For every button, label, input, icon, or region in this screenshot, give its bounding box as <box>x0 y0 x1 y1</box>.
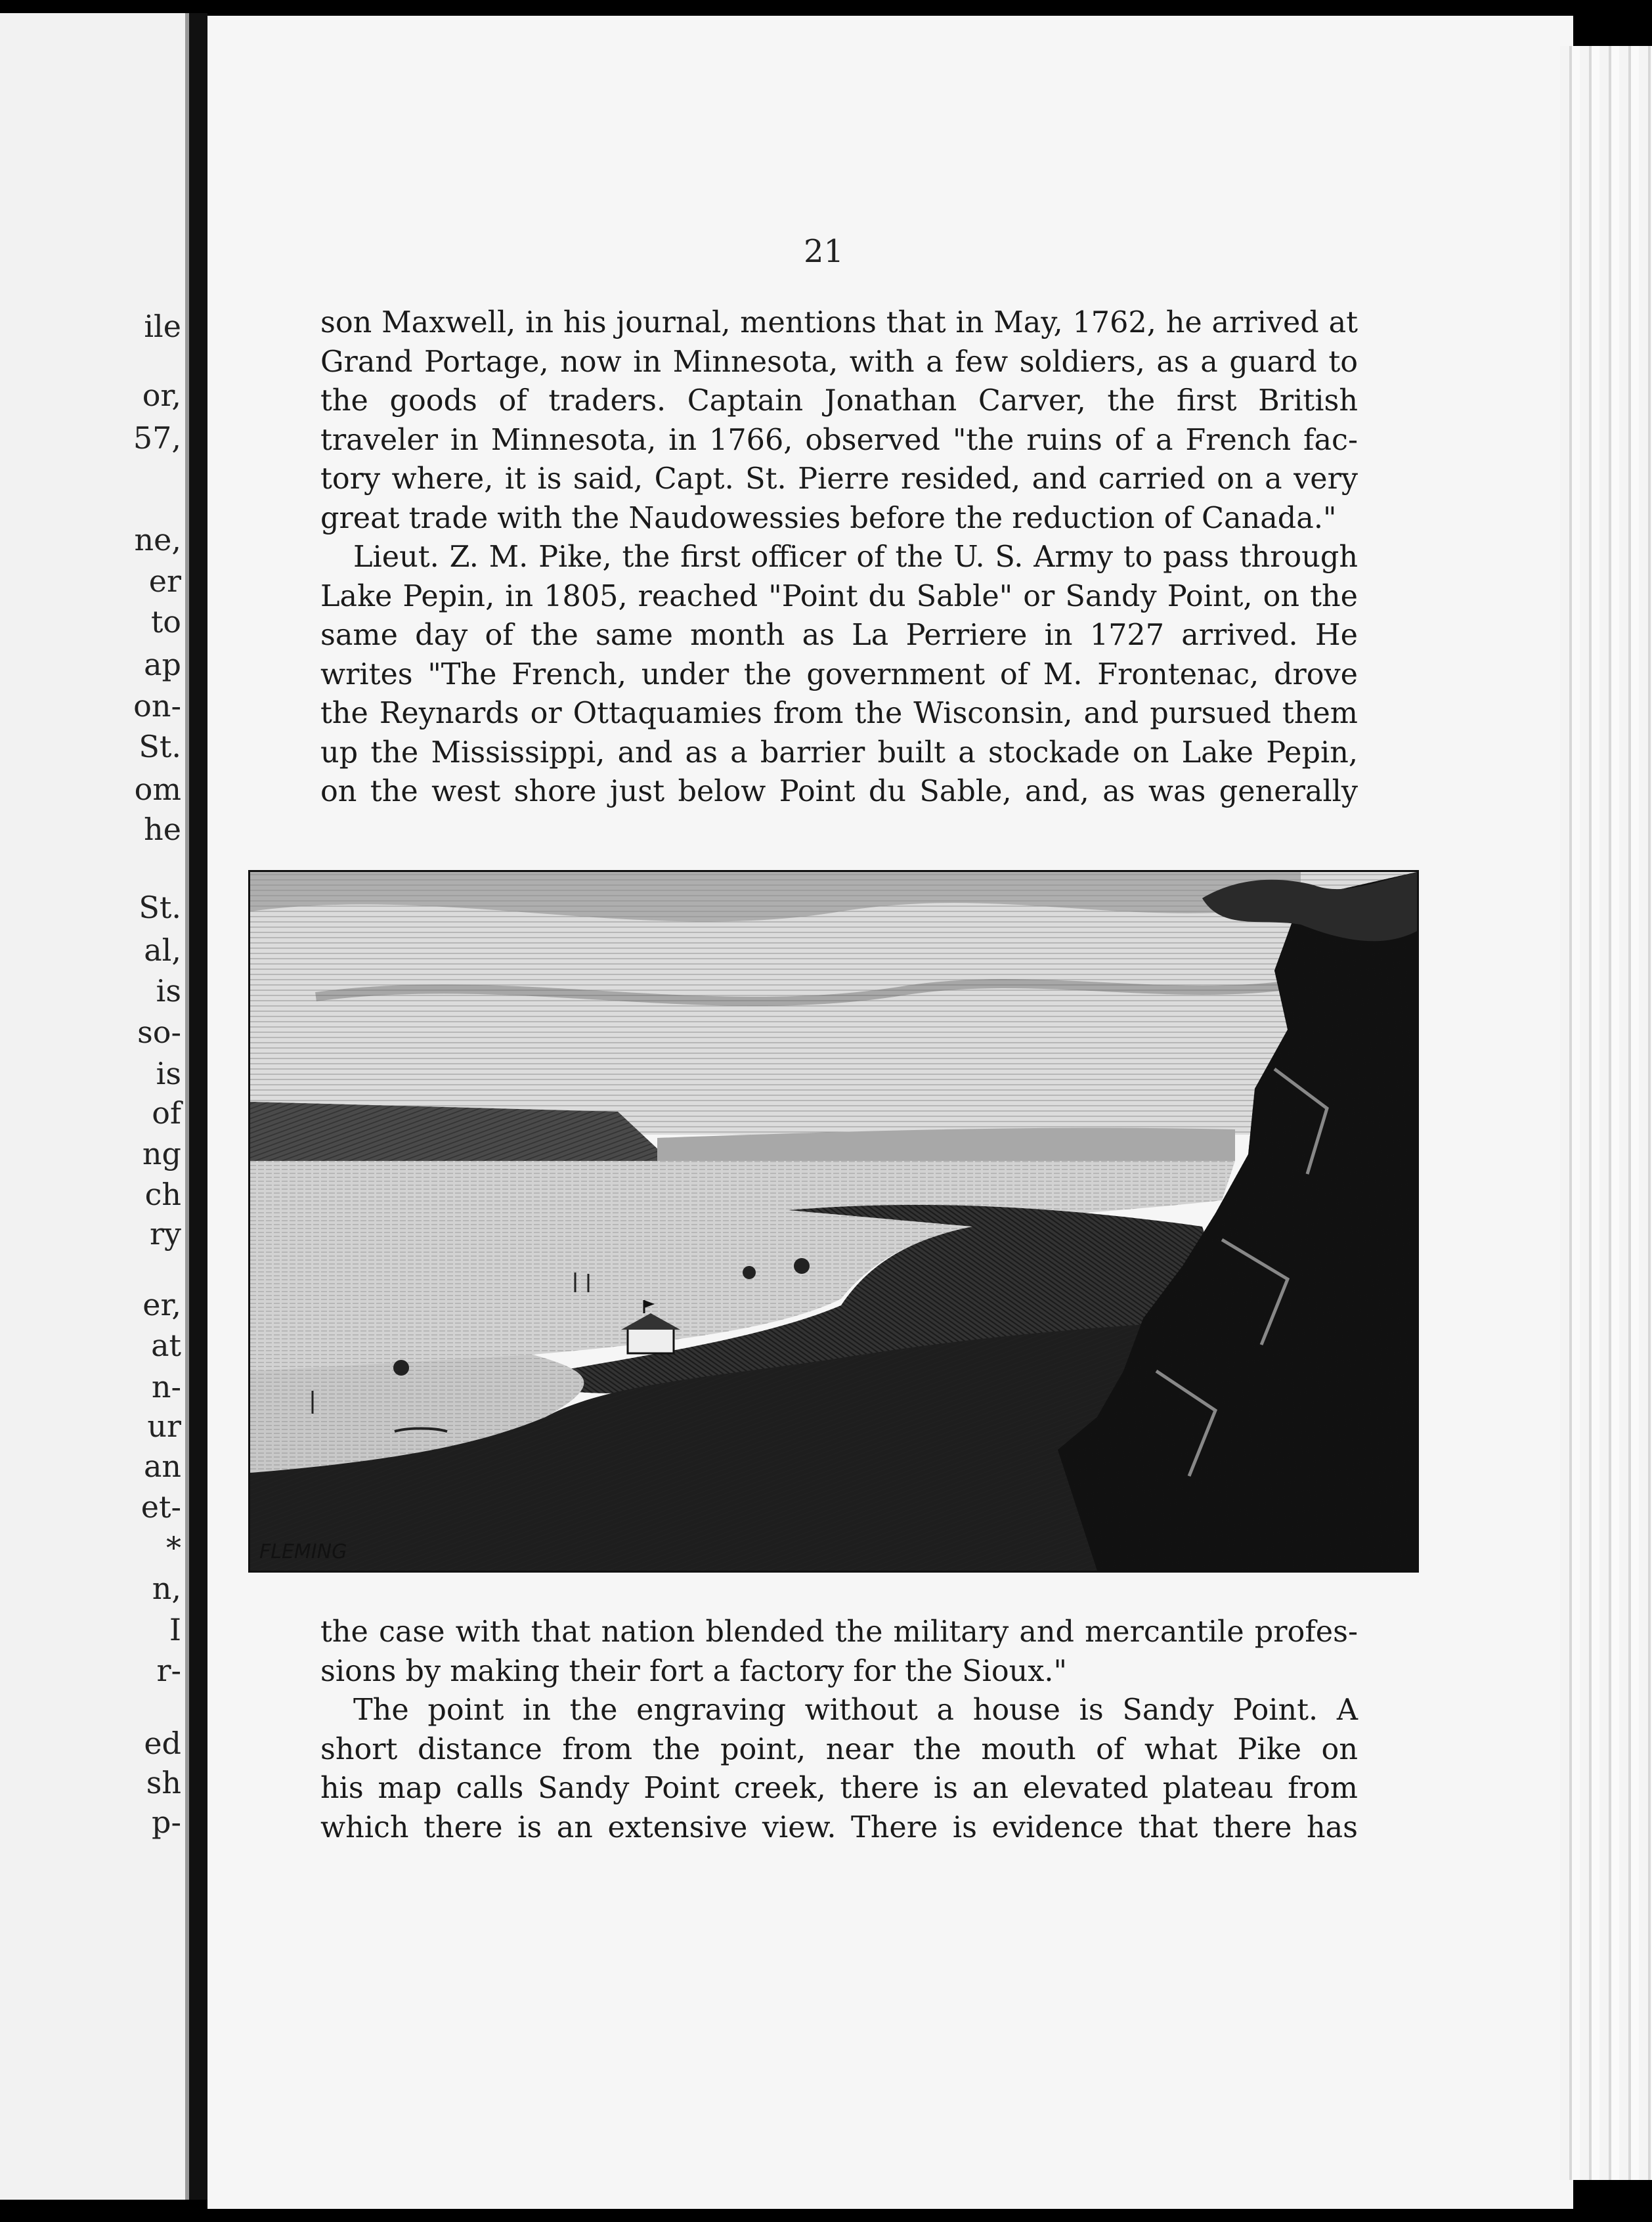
left-page-fragment: ng <box>142 1136 181 1171</box>
left-page-fragment: is <box>156 973 181 1009</box>
left-page-fragment: ed <box>144 1726 181 1761</box>
text-line: which there is an extensive view. There is evidence that there has <box>320 1810 1358 1844</box>
left-page-fragment: so- <box>137 1014 181 1050</box>
left-page-fragment: er <box>148 563 181 599</box>
left-page-fragment: al, <box>144 932 181 968</box>
left-page-fragment: or, <box>142 378 181 413</box>
left-page-fragment: 57, <box>133 420 181 456</box>
text-top <box>320 303 1358 812</box>
text-bottom <box>320 1613 1358 1847</box>
text-line: short distance from the point, near the mouth of what Pike on <box>320 1732 1358 1766</box>
text-line: up the Mississippi, and as a barrier built a stockade on Lake Pepin, <box>320 735 1358 770</box>
text-line: Lieut. Z. M. Pike, the first officer of the U. S. Army to pass through <box>353 540 1358 574</box>
text-line: the goods of traders. Captain Jonathan Carver, the first British <box>320 384 1358 418</box>
left-page-fragment: p- <box>152 1804 181 1840</box>
text-line: same day of the same month as La Perriere in 1727 arrived. He <box>320 619 1358 652</box>
text-line: writes "The French, under the government of M. Frontenac, drove <box>320 657 1358 691</box>
left-page-fragment: is <box>156 1056 181 1091</box>
left-page-fragment: sh <box>146 1765 181 1800</box>
left-page-fragment: ry <box>150 1216 181 1252</box>
left-page-fragment: he <box>144 812 181 847</box>
left-page-fragment: r- <box>156 1653 181 1688</box>
left-page-fragment: an <box>143 1449 181 1484</box>
left-page-fragment: n- <box>151 1369 181 1405</box>
left-page-fragment: n, <box>152 1571 181 1606</box>
left-page-fragment: on- <box>133 688 181 724</box>
page-edges <box>1560 46 1652 2180</box>
left-page-fragment: et- <box>141 1489 181 1525</box>
left-page-fragment: ch <box>144 1177 181 1212</box>
left-page-fragment: ile <box>144 309 181 344</box>
left-page-fragment: om <box>134 772 181 807</box>
engraving-artwork <box>250 872 1417 1571</box>
text-line: sions by making their fort a factory for the Sioux." <box>320 1654 1067 1688</box>
book-gutter <box>189 13 207 2200</box>
text-line: Grand Portage, now in Minnesota, with a few soldiers, as a guard to <box>320 345 1358 379</box>
text-line: great trade with the Naudowessies before the reduction of Canada." <box>320 501 1337 535</box>
text-line: the Reynards or Ottaquamies from the Wisconsin, and pursued them <box>320 697 1358 730</box>
text-line: son Maxwell, in his journal, mentions that in May, 1762, he arrived at <box>320 306 1358 339</box>
text-line: tory where, it is said, Capt. St. Pierre resided, and carried on a very <box>320 462 1358 496</box>
left-page-edge <box>0 13 189 2200</box>
text-line: the case with that nation blended the military and mercantile profes- <box>320 1615 1358 1649</box>
text-line: The point in the engraving without a house is Sandy Point. A <box>353 1693 1358 1727</box>
left-page-fragment: I <box>169 1612 181 1647</box>
left-page-fragment: St. <box>139 890 181 925</box>
left-page-fragment: ur <box>147 1408 181 1444</box>
left-page-fragment: ne, <box>134 522 181 557</box>
text-line: his map calls Sandy Point creek, there is an elevated plateau from <box>320 1772 1358 1805</box>
left-page-fragment: er, <box>142 1287 181 1322</box>
text-line: on the west shore just below Point du Sable, and, as was generally <box>320 775 1358 808</box>
left-page-fragment: ap <box>144 647 181 682</box>
left-page-fragment: at <box>151 1328 181 1363</box>
text-line: traveler in Minnesota, in 1766, observed "the ruins of a French fac- <box>320 423 1358 457</box>
text-line: Lake Pepin, in 1805, reached "Point du Sable" or Sandy Point, on the <box>320 579 1358 613</box>
left-page-fragment: * <box>166 1530 181 1565</box>
lake-pepin-engraving <box>248 870 1419 1573</box>
left-page-fragment: St. <box>139 729 181 764</box>
left-page-fragment: to <box>150 604 181 640</box>
artist-signature: FLEMING <box>259 1540 347 1563</box>
left-page-fragment: of <box>152 1095 181 1131</box>
page-number: 21 <box>804 233 844 270</box>
